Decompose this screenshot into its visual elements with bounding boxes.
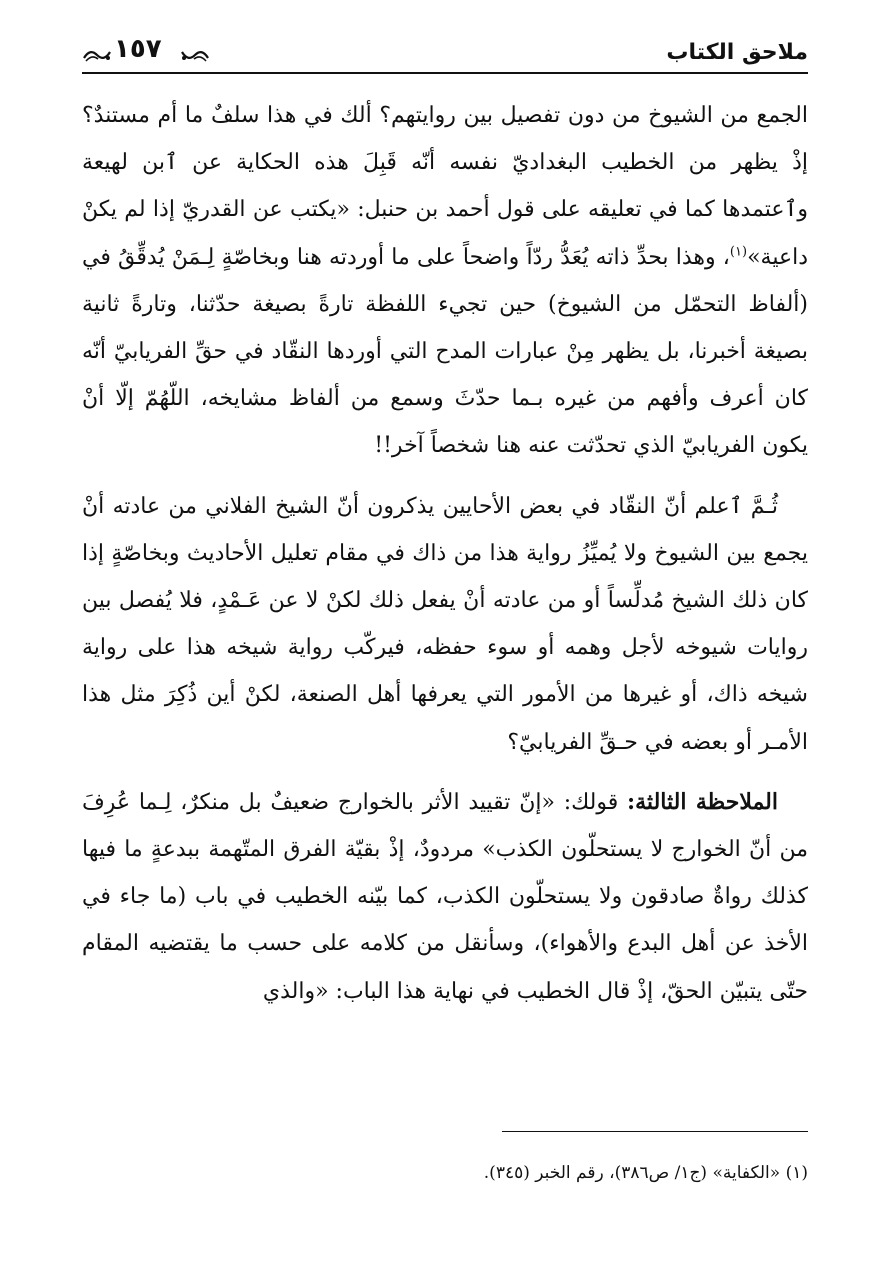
- paragraph-text: الجمع من الشيوخ من دون تفصيل بين روايتهم؟ ألك في هذا سلفٌ ما أم مستندٌ؟ إذْ يظهر من الخطيب البغداديّ نفسه أنّه قَبِلَ هذه الحكاية عن ٱبن لهيعة وٱعتمدها كما في تعليقه على قول أحمد بن حنبل: «يكتب عن القدريّ إذا لم يكنْ داعية»: [82, 103, 808, 270]
- paragraph: [82, 779, 808, 1015]
- header-divider: [82, 72, 808, 74]
- chapter-title: ملاحق الكتاب: [666, 40, 808, 65]
- page-header: [82, 30, 808, 74]
- right-ornament-icon: [180, 46, 210, 64]
- left-ornament-icon: [82, 46, 112, 64]
- footnote-divider: [502, 1131, 808, 1132]
- main-text: [82, 92, 808, 1028]
- section-label: الملاحظة الثالثة:: [627, 788, 778, 815]
- page-number: ١٥٧: [114, 34, 162, 64]
- paragraph-text-continued: ، وهذا بحدِّ ذاته يُعَدُّ ردّاً واضحاً على ما أوردته هنا وبخاصّةٍ لِـمَنْ يُدقِّقُ في (ألفاظ التحمّل من الشيوخ) حين تجيء اللفظة تارةً بصيغة حدّثنا، وتارةً ثانية بصيغة أخبرنا، بل يظهر مِنْ عبارات المدح التي أوردها النقّاد في حقِّ الفريابيّ أنّه كان أعرف وأفهم من غيره بـما حدّثَ وسمع من ألفاظ مشايخه، اللّهُمّ إلّا أنْ يكون الفريابيّ الذي تحدّثت عنه هنا شخصاً آخر!!: [82, 244, 808, 459]
- footnote-reference: (١): [729, 244, 748, 260]
- paragraph: [82, 483, 808, 766]
- paragraph: [82, 92, 808, 470]
- page-number-block: [82, 32, 212, 70]
- paragraph-text: قولك: «إنّ تقييد الأثر بالخوارج ضعيفٌ بل منكرٌ، لِـما عُرِفَ من أنّ الخوارج لا يستحلّون الكذب» مردودٌ، إذْ بقيّة الفرق المتّهمة ببدعةٍ ما فيها كذلك رواةٌ صادقون ولا يستحلّون الكذب، كما بيّنه الخطيب في باب (ما جاء في الأخذ عن أهل البدع والأهواء)، وسأنقل من كلامه على حسب ما يقتضيه المقام حتّى يتبيّن الحقّ، إذْ قال الخطيب في نهاية هذا الباب: «والذي: [82, 789, 808, 1004]
- paragraph-text: ثُـمَّ ٱعلم أنّ النقّاد في بعض الأحايين يذكرون أنّ الشيخ الفلاني من عادته أنْ يجمع بين الشيوخ ولا يُميِّزُ رواية هذا من ذاك في مقام تعليل الأحاديث وبخاصّةٍ إذا كان ذلك الشيخ مُدلِّساً أو من عادته أنْ يفعل ذلك لكنْ لا عن عَـمْدٍ، فلا يُفصل بين روايات شيوخه لأجل وهمه أو سوء حفظه، فيركّب رواية شيخه هذا على رواية شيخه ذاك، أو غيرها من الأمور التي يعرفها أهل الصنعة، لكنْ أين ذُكِرَ مثل هذا الأمـر أو بعضه في حـقِّ الفريابيّ؟: [82, 493, 808, 755]
- footnote: (١) «الكفاية» (ج١/ ص٣٨٦)، رقم الخبر (٣٤٥).: [483, 1163, 808, 1183]
